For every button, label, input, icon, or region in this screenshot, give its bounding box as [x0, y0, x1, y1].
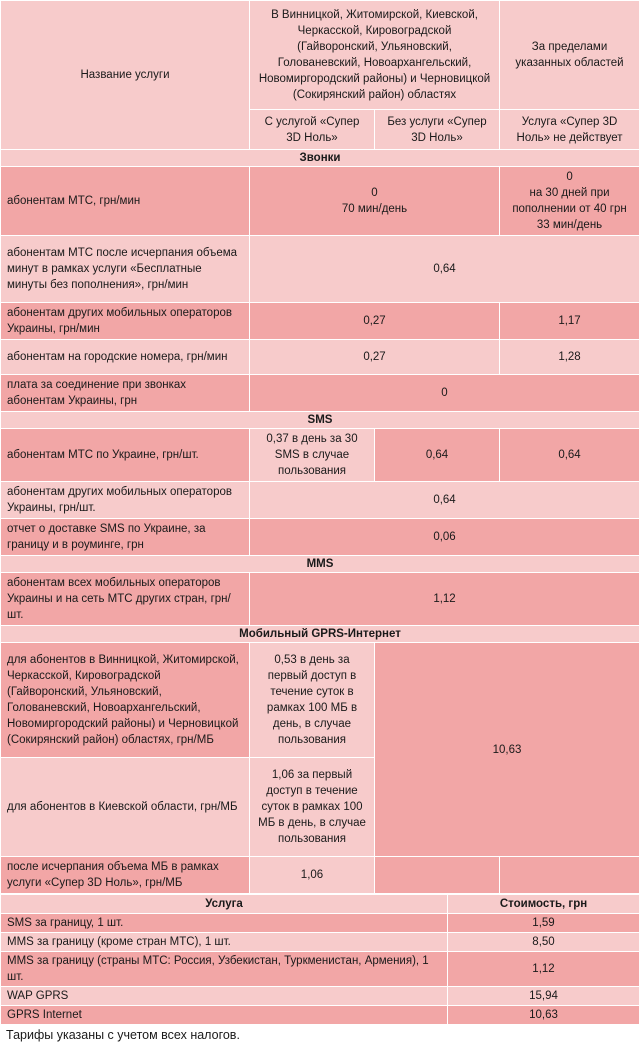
row-label: для абонентов в Киевской области, грн/МБ	[1, 758, 250, 857]
col-service-header: Услуга	[1, 895, 448, 914]
cell-value: 10,63	[375, 643, 639, 857]
cell-with: 1,06	[250, 857, 375, 894]
section-calls: Звонки	[1, 150, 639, 167]
cell-outside: 1,17	[500, 303, 639, 340]
row-price: 15,94	[448, 987, 639, 1006]
value-note: 33 мин/день	[506, 217, 633, 233]
row-label: абонентам МТС по Украине, грн/шт.	[1, 429, 250, 482]
value-note: на 30 дней при пополнении от 40 грн	[506, 185, 633, 217]
row-label: для абонентов в Винницкой, Житомирской, Черкасской, Кировоградской (Гайворонский, Ульяновский, Голованевский, Новоархангельский, Новомиргородский районы) и Черновицкой (Сокирянский район) областях, грн/МБ	[1, 643, 250, 758]
extra-services-table	[0, 894, 639, 1025]
table-row	[1, 914, 639, 933]
cell-value: 0,06	[250, 519, 639, 556]
value-note: 70 мин/день	[256, 201, 493, 217]
footnote: Тарифы указаны с учетом всех налогов.	[0, 1025, 639, 1045]
table-row	[1, 857, 639, 894]
table-row	[1, 933, 639, 952]
row-label: абонентам других мобильных операторов Украины, грн/шт.	[1, 482, 250, 519]
section-sms: SMS	[1, 412, 639, 429]
table-header-row	[1, 895, 639, 914]
cell-with: 0,53 в день за первый доступ в течение суток в рамках 100 МБ в день, в случае пользования	[250, 643, 375, 758]
row-label: отчет о доставке SMS по Украине, за границу и в роуминге, грн	[1, 519, 250, 556]
cell-empty	[375, 857, 500, 894]
section-row	[1, 556, 639, 573]
table-row	[1, 987, 639, 1006]
table-row	[1, 643, 639, 758]
cell-value: 0,27	[250, 340, 500, 375]
row-price: 1,59	[448, 914, 639, 933]
table-row	[1, 952, 639, 987]
table-row	[1, 519, 639, 556]
table-row	[1, 340, 639, 375]
regions-header: В Винницкой, Житомирской, Киевской, Черкасской, Кировоградской (Гайворонский, Ульяновский, Голованевский, Новоархангельский, Новомиргородский районы) и Черновицкой (Сокирянский район) областях	[250, 1, 500, 110]
cell-value: 0	[250, 375, 639, 412]
cell-with: 0,37 в день за 30 SMS в случае пользования	[250, 429, 375, 482]
cell-empty	[500, 857, 639, 894]
row-label: GPRS Internet	[1, 1006, 448, 1025]
section-row	[1, 150, 639, 167]
table-row	[1, 573, 639, 626]
cell-value: 0,27	[250, 303, 500, 340]
value-main: 0	[506, 169, 633, 185]
table-row	[1, 236, 639, 303]
with-service-header: С услугой «Супер 3D Ноль»	[250, 110, 375, 150]
row-label: абонентам на городские номера, грн/мин	[1, 340, 250, 375]
col-price-header: Стоимость, грн	[448, 895, 639, 914]
table-row	[1, 482, 639, 519]
section-mms: MMS	[1, 556, 639, 573]
without-service-header: Без услуги «Супер 3D Ноль»	[375, 110, 500, 150]
cell-without: 0,64	[375, 429, 500, 482]
row-label: абонентам МТС, грн/мин	[1, 167, 250, 236]
row-price: 8,50	[448, 933, 639, 952]
value-main: 0	[256, 185, 493, 201]
row-label: MMS за границу (страны МТС: Россия, Узбекистан, Туркменистан, Армения), 1 шт.	[1, 952, 448, 987]
cell-outside: 0,64	[500, 429, 639, 482]
table-row	[1, 429, 639, 482]
row-label: абонентам всех мобильных операторов Украины и на сеть МТС других стран, грн/шт.	[1, 573, 250, 626]
cell-value: 1,12	[250, 573, 639, 626]
service-name-header: Название услуги	[1, 1, 250, 150]
table-row	[1, 303, 639, 340]
section-gprs: Мобильный GPRS-Интернет	[1, 626, 639, 643]
row-price: 1,12	[448, 952, 639, 987]
not-active-header: Услуга «Супер 3D Ноль» не действует	[500, 110, 639, 150]
row-label: MMS за границу (кроме стран МТС), 1 шт.	[1, 933, 448, 952]
table-row	[1, 1006, 639, 1025]
row-price: 10,63	[448, 1006, 639, 1025]
row-label: плата за соединение при звонках абонентам Украины, грн	[1, 375, 250, 412]
section-row	[1, 412, 639, 429]
table-header-row	[1, 1, 639, 110]
section-row	[1, 626, 639, 643]
cell-value	[250, 167, 500, 236]
table-row	[1, 375, 639, 412]
cell-with: 1,06 за первый доступ в течение суток в рамках 100 МБ в день, в случае пользования	[250, 758, 375, 857]
row-label: абонентам других мобильных операторов Украины, грн/мин	[1, 303, 250, 340]
table-row	[1, 167, 639, 236]
row-label: после исчерпания объема МБ в рамках услуги «Супер 3D Ноль», грн/МБ	[1, 857, 250, 894]
row-label: WAP GPRS	[1, 987, 448, 1006]
row-label: абонентам МТС после исчерпания объема минут в рамках услуги «Бесплатные минуты без пополнения», грн/мин	[1, 236, 250, 303]
cell-value: 0,64	[250, 482, 639, 519]
cell-outside	[500, 167, 639, 236]
row-label: SMS за границу, 1 шт.	[1, 914, 448, 933]
cell-outside: 1,28	[500, 340, 639, 375]
cell-value: 0,64	[250, 236, 639, 303]
outside-header: За пределами указанных областей	[500, 1, 639, 110]
